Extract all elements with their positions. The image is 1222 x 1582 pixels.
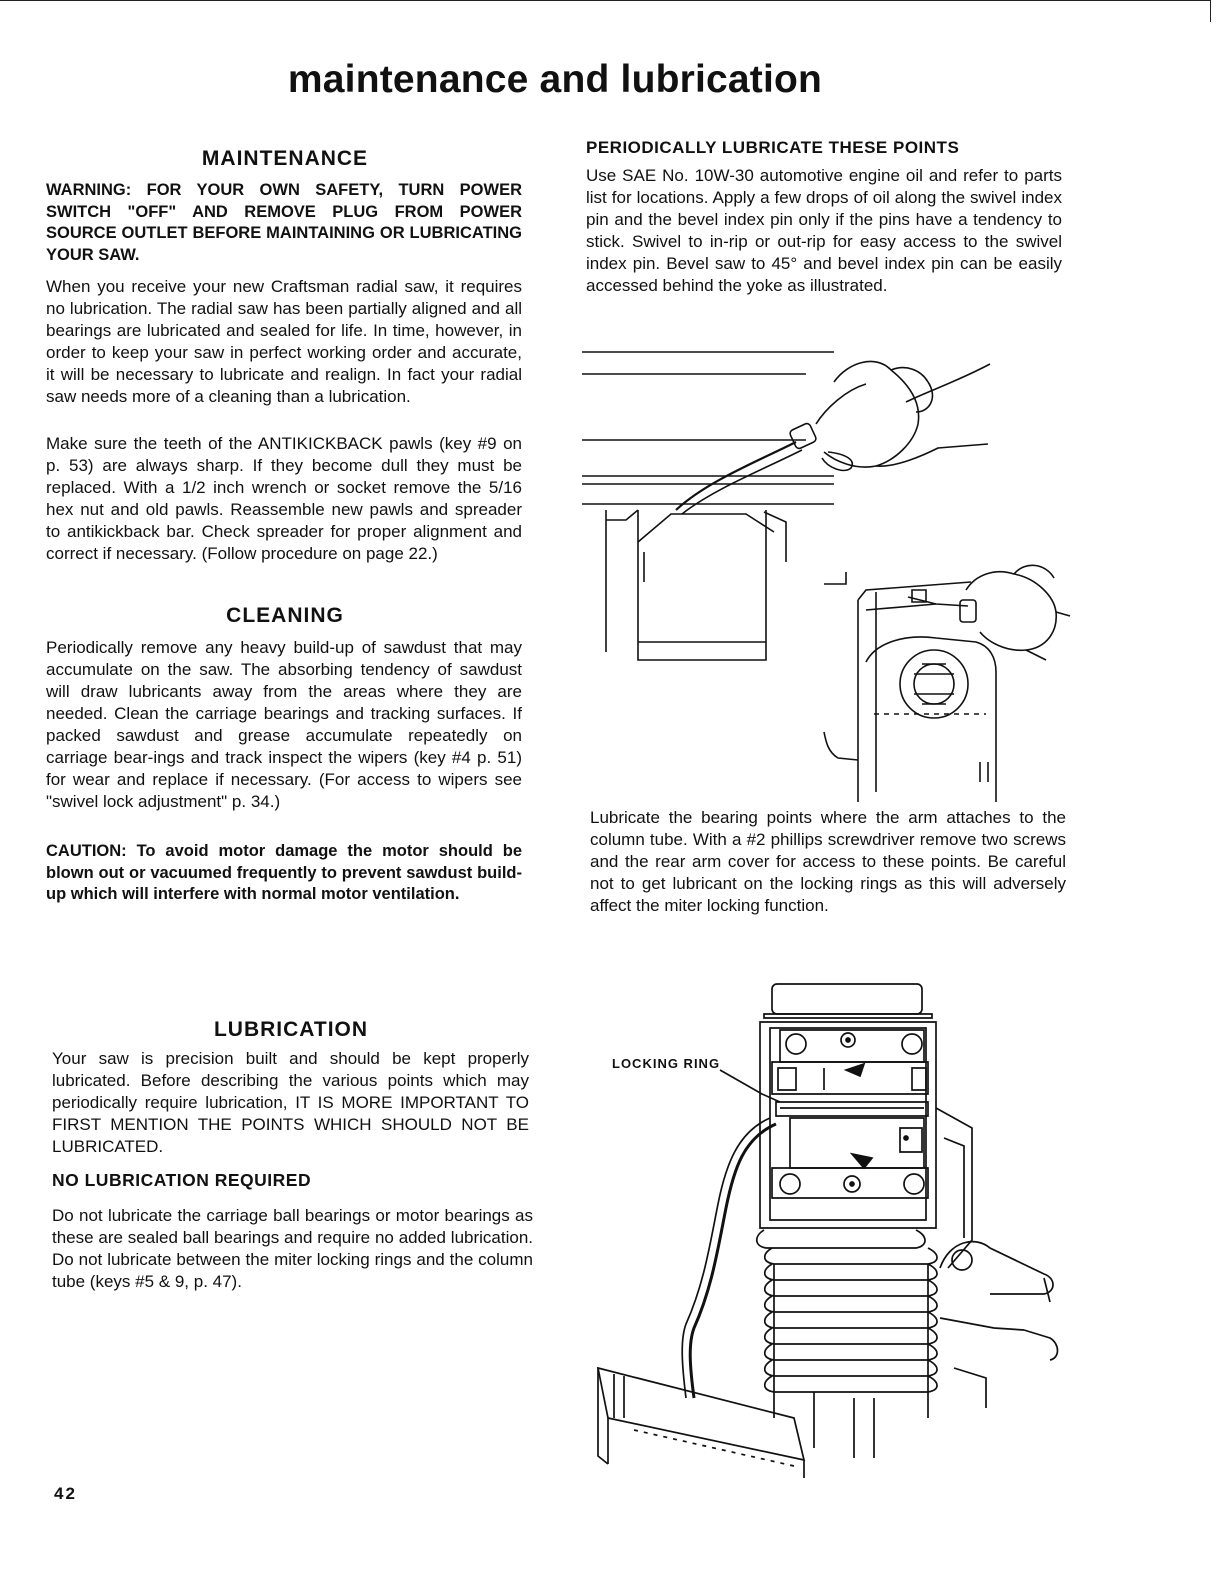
column-tube-locking-ring-illustration bbox=[594, 978, 1070, 1478]
locking-ring-label: LOCKING RING bbox=[612, 1056, 721, 1071]
bearing-points-paragraph: Lubricate the bearing points where the arm attaches to the column tube. With a #2 phillips screwdriver remove two screws and the rear arm cover for access to these points. Be careful not to get lubricant on the locking rings as this will adversely affect the miter locking function. bbox=[590, 808, 1066, 915]
antikickback-paragraph: Make sure the teeth of the ANTIKICKBACK pawls (key #9 on p. 53) are always sharp. If they become dull they must be replaced. With a 1/2 inch wrench or socket remove the 5/16 hex nut and old pawls. Reassemble new pawls and spreader to antikickback bar. Check spreader for proper alignment and correct if necessary. (Follow procedure on page 22.) bbox=[46, 434, 522, 563]
safety-warning: WARNING: FOR YOUR OWN SAFETY, TURN POWER SWITCH "OFF" AND REMOVE PLUG FROM POWER SOURCE OUTLET BEFORE MAINTAINING OR LUBRICATING YOUR SAW. bbox=[46, 181, 522, 264]
lubrication-heading: LUBRICATION bbox=[213, 1018, 369, 1041]
no-lubrication-paragraph: Do not lubricate the carriage ball bearings or motor bearings as these are sealed ball bearings and require no added lubrication. Do not lubricate between the miter locking rings and the column tube (keys #5 & 9, p. 47). bbox=[52, 1206, 533, 1291]
caution-note: CAUTION: To avoid motor damage the motor should be blown out or vacuumed frequently to prevent sawdust build-up which will interfere with normal motor ventilation. bbox=[46, 842, 522, 903]
oiling-index-pins-illustration bbox=[576, 342, 1076, 802]
right-border-line bbox=[1210, 0, 1211, 22]
top-border-line bbox=[0, 0, 1210, 1]
no-lubrication-heading: NO LUBRICATION REQUIRED bbox=[52, 1170, 312, 1190]
cleaning-heading: CLEANING bbox=[226, 604, 344, 627]
periodic-lubrication-heading: PERIODICALLY LUBRICATE THESE POINTS bbox=[586, 138, 960, 157]
page-number: 42 bbox=[54, 1484, 77, 1503]
maintenance-heading: MAINTENANCE bbox=[201, 147, 369, 170]
maintenance-paragraph: When you receive your new Craftsman radial saw, it requires no lubrication. The radial saw has been partially aligned and all bearings are lubricated and sealed for life. In time, however, in order to keep your saw in perfect working order and accurate, it will be necessary to lubricate and realign. In fact your radial saw needs more of a cleaning than a lubrication. bbox=[46, 277, 522, 406]
periodic-lubrication-paragraph: Use SAE No. 10W-30 automotive engine oil and refer to parts list for locations. Apply a few drops of oil along the swivel index pin and the bevel index pin only if the pins have a tendency to stick. Swivel to in-rip or out-rip for easy access to the swivel index pin. Bevel saw to 45° and bevel index pin can be easily accessed behind the yoke as illustrated. bbox=[586, 166, 1062, 295]
lubrication-paragraph: Your saw is precision built and should be kept properly lubricated. Before describing the various points which may periodically require lubrication, IT IS MORE IMPORTANT TO FIRST MENTION THE POINTS WHICH SHOULD NOT BE LUBRICATED. bbox=[52, 1049, 529, 1156]
cleaning-paragraph: Periodically remove any heavy build-up of sawdust that may accumulate on the saw. The absorbing tendency of sawdust will draw lubricants away from the areas where they are needed. Clean the carriage bearings and tracking surfaces. If packed sawdust and grease accumulate repeatedly on carriage bear-ings and track inspect the wipers (key #4 p. 51) for wear and replace if necessary. (For access to wipers see "swivel lock adjustment" p. 34.) bbox=[46, 638, 522, 811]
page-title: maintenance and lubrication bbox=[287, 58, 823, 101]
